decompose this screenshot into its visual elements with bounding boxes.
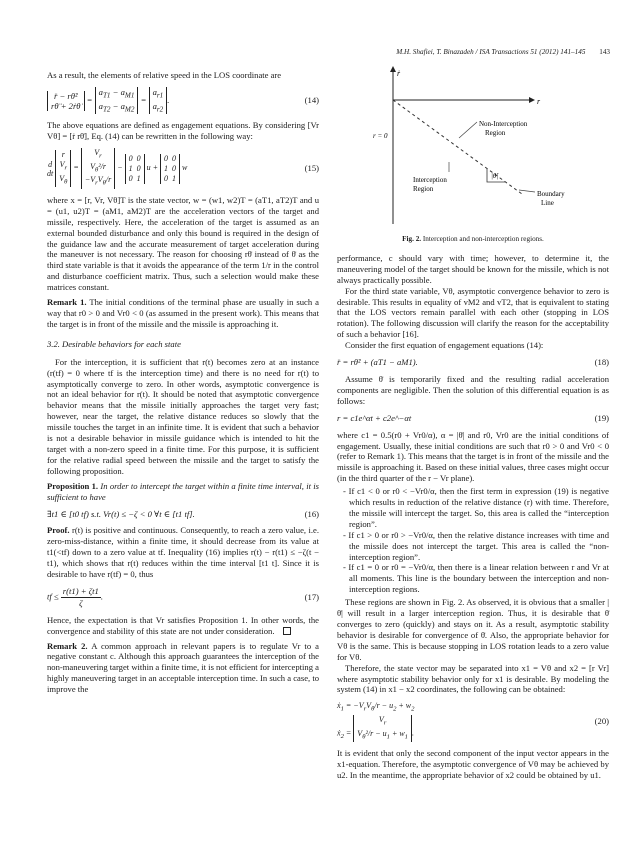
equation-14 — [47, 87, 319, 114]
proposition-1 — [47, 481, 319, 503]
equation-number: (20) — [594, 716, 609, 727]
paragraph-text: Hence, the expectation is that Vr satisfies Proposition 1. In other words, the convergence and stability of this state are not under consideration. — [47, 614, 319, 636]
figure-2 — [337, 64, 609, 232]
caption-text: Interception and non-interception regions. — [422, 235, 544, 243]
leader-line — [519, 190, 535, 192]
rdot-axis-label: ṙ — [397, 69, 401, 78]
right-column — [337, 64, 609, 781]
equation-number: (19) — [594, 412, 609, 423]
list-item: - If c1 = 0 or r0 = −Vr0/α, then there is a linear relation between r and Vr at all moments. This line is the boundary between the interception and non-interception regions. — [343, 562, 609, 595]
remark-text: The initial conditions of the terminal phase are usually in such a way that r0 > 0 and Vr0 < 0 (as assumed in the present work). This means that the target is in front of the missile and the missile is approaching it. — [47, 297, 319, 329]
section-heading: 3.2. Desirable behaviors for each state — [47, 338, 181, 349]
equation-number: (16) — [304, 508, 319, 519]
boundary-label-2: Line — [541, 199, 554, 207]
running-header — [0, 47, 610, 58]
paragraph: For the third state variable, Vθ, asymptotic convergence behavior to zero is desirable. This results in equality of vM2 and vT2, that is equivalent to stating that the LOS vectors remain parallel with each other (stopping in LOS rotation). The following discussion will clarify the reason for the acceptability of such a behavior [16]. — [337, 285, 609, 340]
remark-1 — [47, 297, 319, 330]
equation-16-body: ∃t1 ∈ [t0 tf) s.t. Vr(t) ≤ −ζ < 0 ∀t ∈ [t1 tf]. — [47, 508, 195, 519]
equation-19-body: r = c1e^αt + c2e^−αt — [337, 412, 412, 423]
caption-label: Fig. 2. — [402, 235, 422, 243]
paragraph: performance, c should vary with time; however, to determine it, the maneuvering model of the target should be known for the missile, which is not always practically possible. — [337, 252, 609, 285]
paragraph: Therefore, the state vector may be separated into x1 = Vθ and x2 = [r Vr] where asymptotic stability behavior only for x1 is desirable. By modeling the system (14) in x1 − x2 coordinates, the following can be obtained: — [337, 662, 609, 695]
non-interception-label: Non-Interception — [479, 120, 528, 128]
rdot-axis-arrow-icon — [390, 66, 396, 72]
leader-line — [459, 122, 477, 138]
equation-14-body: r̈ − rθ̇² rθ̈ + 2ṙθ̇ = $a_{T1} - a_{M1}$ $a_{T2} - a_{M2}$ = $a_{r1}$ $a_{r2}$ . — [47, 87, 169, 114]
list-item: - If c1 > 0 or r0 > −Vr0/α, then the relative distance increases with time and the missile does not intercept the target. This area is called the “non-interception region”. — [343, 529, 609, 562]
header-citation: M.H. Shafiei, T. Binazadeh / ISA Transactions 51 (2012) 141–145 — [396, 48, 586, 56]
remark-2 — [47, 641, 319, 696]
equation-16 — [47, 509, 319, 520]
left-column — [47, 70, 319, 695]
equation-20 — [337, 701, 609, 742]
remark-label: Remark 2. — [47, 640, 88, 651]
paragraph: where c1 = 0.5(r0 + Vr0/α), α = |θ̇| and r0, Vr0 are the initial conditions of engagement. Usually, these initial conditions are such that r0 > 0 and Vr0 < 0 (refer to Remark 1). This means that the target is in front of the missile and the missile is approaching it. Based on these initial values, three cases might occur (in the third quarter of the r − Vr plane). — [337, 429, 609, 484]
equation-number: (14) — [304, 95, 319, 106]
equation-17-body: tf ≤ $\frac{r(t1) + \zeta t1}{\zeta}$ . — [47, 585, 103, 608]
theta-dot-label: |θ̇| — [491, 172, 499, 180]
proof-text: r(t) is positive and continuous. Consequently, to reach a zero value, i.e. zero-miss-distance, within a finite time, it should decrease from its value at t1(<tf) down to a zero value at tf. Inequality (16) implies r(t) − r(t1) ≤ −ζ(t − t1), which shows that r(t) reduces within the time interval [t1 t]. Since it is desirable to have r(tf) = 0, thus — [47, 525, 319, 580]
equation-18 — [337, 357, 609, 368]
proposition-text: In order to intercept the target within a finite time interval, it is sufficient to have — [47, 480, 319, 502]
eq17-lhs: tf ≤ — [47, 591, 59, 602]
equation-20-body: ẋ$_1$ = $-V_rV_\theta/r - u_2 + w_2$ ẋ$_2$ = $V_r$ $V_\theta^2/r - u_1 + w_1$ . — [337, 701, 415, 741]
equation-19 — [337, 413, 609, 424]
figure-2-diagram — [337, 64, 609, 230]
case-list — [337, 486, 609, 595]
remark-label: Remark 1. — [47, 297, 87, 308]
paragraph: Consider the first equation of engagement equations (14): — [345, 340, 544, 351]
equation-15-body: d dt r $V_r$ $V_\theta$ = $V_r$ $V_\theta^2/r$ $-V_rV_\theta/r$ − 0 0 1 0 0 1 u + 0 0 1 0 0 1 w — [47, 148, 188, 187]
boundary-label: Boundary — [537, 190, 565, 198]
qed-square-icon — [283, 627, 291, 635]
interception-label-2: Region — [413, 185, 434, 193]
paragraph: It is evident that only the second component of the input vector appears in the x1-equation. Therefore, the asymptotic convergence of Vθ may be achieved by u2. In the meantime, the appropriate behavior of x2 could be obtained by u1. — [337, 748, 609, 780]
equation-number: (15) — [304, 163, 319, 174]
equation-number: (18) — [594, 357, 609, 368]
paragraph: For the interception, it is sufficient that r(t) becomes zero at an instance (r(tf) = 0 where tf is the interception time) and there is no need for r(t) to asymptotically converge to zero. In other words, asymptotic convergence is not an ideal behavior for r(t). It should be noted that asymptotic convergence behavior means that the missile initially approaches the target very fast; however, near the target, the relative distance reduces so slowly that the missile touches the target in an infinite time. It is evident that such a behavior is not a desirable behavior in missile guidance which is intended to hit the target with a non-zero speed in a finite time. For this purpose, it is sufficient for the relative radial speed between the missile and the target to satisfy the following proposition. — [47, 356, 319, 476]
proof — [47, 525, 319, 580]
equation-15 — [47, 148, 319, 189]
remark-text: A common approach in relevant papers is to regulate Vr to a negative constant c. Although this approach guarantees the interception of the non-maneuvering target within a finite time, it is not efficient for intercepting a highly maneuvering target in an acceptable interception time. In such a case, to improve the — [47, 640, 319, 695]
interception-label: Interception — [413, 176, 447, 184]
equation-18-body: r̈ = rθ̇² + (aT1 − aM1). — [337, 357, 418, 368]
paragraph: The above equations are defined as engagement equations. By considering [Vr Vθ] = [ṙ rθ̇], Eq. (14) can be rewritten in the following way: — [47, 120, 319, 142]
paragraph — [47, 615, 319, 637]
figure-caption — [337, 234, 609, 245]
equation-number: (17) — [304, 591, 319, 602]
paragraph: These regions are shown in Fig. 2. As observed, it is obvious that a smaller |θ̇| will result in a larger interception region. Thus, it is desirable that θ̇ converges to zero (quickly) and stays on it. As a result, asymptotic stability behavior is desirable for convergence of θ̇. Also, the appropriate behavior for Vθ is the same. This is because stopping in LOS rotation leads to a zero value for Vθ. — [337, 597, 609, 662]
equation-17 — [47, 586, 319, 609]
eq17-denominator: ζ — [79, 597, 83, 608]
proof-label: Proof. — [47, 525, 70, 536]
r-zero-label: r = 0 — [373, 132, 388, 140]
proposition-label: Proposition 1. — [47, 480, 99, 491]
eq17-numerator: r(t1) + ζt1 — [62, 585, 99, 596]
list-item: - If c1 < 0 or r0 < −Vr0/α, then the first term in expression (19) is negative which results in reduction of the relative distance (r) with time. Therefore, the missile will intercept the target. So, this area is called the “interception region”. — [343, 486, 609, 529]
page-number: 143 — [599, 48, 610, 56]
r-axis-label: r — [537, 97, 541, 106]
r-axis-arrow-icon — [529, 97, 535, 103]
non-interception-label-2: Region — [485, 129, 506, 137]
paragraph: As a result, the elements of relative speed in the LOS coordinate are — [47, 70, 282, 80]
paragraph: where x = [r, Vr, Vθ]T is the state vector, w = (w1, w2)T = (aT1, aT2)T and u = (u1, u2)T = (aM1, aM2)T are the acceleration vectors of the target and missile, respectively. Here, the acceleration of the target is assumed as an external bounded disturbance and only this bound is required in the design of the guidance law and the accurate measurement of target acceleration during the maneuver is not necessary. The reason for choosing rθ̇ instead of θ̇ as the third state variable is that it avoids the appearance of the term 1/r in the control and disturbance coefficient matrix. Thus, such a selection would make these matrices constant. — [47, 194, 319, 293]
paragraph: Assume θ̇ is temporarily fixed and the resulting radial acceleration components are negligible. Then the solution of this differential equation is as follows: — [337, 373, 609, 406]
